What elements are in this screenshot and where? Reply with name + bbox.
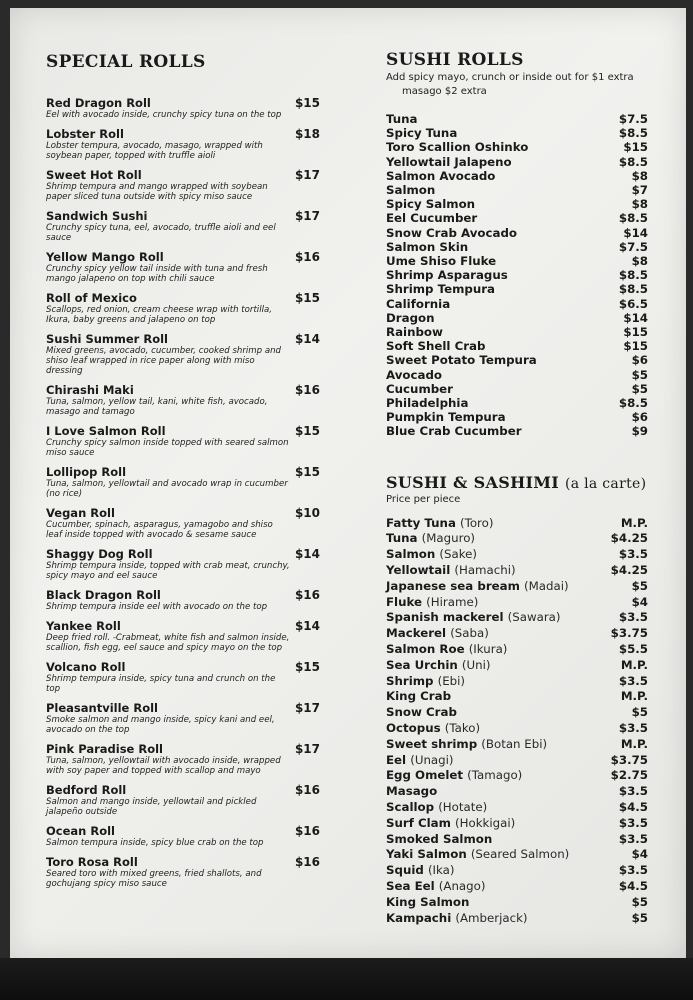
item-price: $3.5 — [618, 815, 648, 830]
item-price: $3.5 — [618, 721, 648, 736]
roll-name: Pleasantville Roll — [46, 701, 158, 715]
item-name: Salmon — [386, 183, 436, 198]
item-japanese-name: (Maguro) — [421, 531, 476, 546]
roll-name: Black Dragon Roll — [46, 588, 161, 602]
roll-name: Yankee Roll — [46, 619, 121, 633]
sashimi-item — [386, 689, 648, 705]
item-name: Scallop — [386, 800, 435, 815]
special-roll-item — [46, 291, 326, 325]
roll-description: Shrimp tempura inside, spicy tuna and crunch on the top — [46, 674, 276, 694]
sashimi-item — [386, 610, 648, 626]
item-name: Fluke — [386, 594, 423, 609]
item-japanese-name: (Hokkigai) — [455, 815, 516, 830]
roll-description: Smoke salmon and mango inside, spicy kani and eel, avocado on the top — [46, 715, 275, 735]
item-price: $4 — [631, 594, 648, 609]
special-roll-item — [46, 547, 326, 581]
item-price: $4.25 — [610, 531, 648, 546]
roll-price: $14 — [294, 332, 320, 346]
sashimi-item — [386, 832, 648, 848]
item-name: Spanish mackerel — [386, 610, 504, 625]
roll-description: Tuna, salmon, yellowtail with avocado inside, wrapped with soy paper and topped with scallop and mayo — [46, 756, 281, 776]
item-price: $6 — [631, 353, 648, 368]
item-name: California — [386, 296, 451, 311]
item-price: $5 — [631, 894, 648, 909]
sushi-roll-item — [386, 197, 648, 211]
sashimi-item — [386, 563, 648, 579]
roll-name: Shaggy Dog Roll — [46, 547, 153, 561]
item-price: $9 — [631, 424, 648, 439]
item-label — [386, 768, 522, 784]
item-name: Eel — [386, 752, 407, 767]
item-name: Snow Crab — [386, 705, 457, 720]
item-name: Toro Scallion Oshinko — [386, 140, 529, 155]
item-price: M.P. — [620, 515, 648, 530]
roll-description: Scallops, red onion, cream cheese wrap with tortilla, Ikura, baby greens and jalapeno on top — [46, 305, 272, 325]
sushi-roll-item — [386, 155, 648, 169]
roll-price: $16 — [294, 824, 320, 838]
special-rolls-section — [46, 52, 326, 896]
sashimi-title — [386, 473, 648, 492]
item-price: $14 — [623, 310, 648, 325]
item-price: $15 — [623, 140, 648, 155]
special-roll-item — [46, 424, 326, 458]
item-name: Snow Crab Avocado — [386, 225, 517, 240]
item-price: $8.5 — [618, 396, 648, 411]
item-price: $8.5 — [618, 282, 648, 297]
item-label — [386, 531, 475, 547]
special-roll-item — [46, 332, 326, 376]
special-roll-item — [46, 701, 326, 735]
item-name: Spicy Tuna — [386, 126, 458, 141]
roll-name: Yellow Mango Roll — [46, 250, 164, 264]
special-roll-item — [46, 660, 326, 694]
item-label — [386, 847, 569, 863]
roll-description: Cucumber, spinach, asparagus, yamagobo and shiso leaf inside topped with avocado & sesame sauce — [46, 520, 273, 540]
item-japanese-name: (Saba) — [450, 626, 489, 641]
roll-description: Lobster tempura, avocado, masago, wrapped with soybean paper, topped with truffle aioli — [46, 141, 263, 161]
item-price: $7.5 — [618, 112, 648, 126]
sushi-roll-item — [386, 382, 648, 396]
item-price: $15 — [623, 339, 648, 354]
menu-binder-edge — [0, 958, 693, 1000]
roll-price: $15 — [294, 96, 320, 110]
item-japanese-name: (Tako) — [444, 721, 481, 736]
roll-price: $15 — [294, 291, 320, 305]
item-name: Sweet Potato Tempura — [386, 353, 537, 368]
sashimi-item — [386, 579, 648, 595]
item-japanese-name: (Ikura) — [468, 642, 508, 657]
roll-description: Eel with avocado inside, crunchy spicy tuna on the top — [46, 110, 282, 120]
roll-price: $17 — [294, 168, 320, 182]
sushi-roll-item — [386, 353, 648, 367]
special-roll-item — [46, 209, 326, 243]
item-name: Sea Eel — [386, 879, 435, 893]
item-label — [386, 832, 492, 848]
item-name: Sea Urchin — [386, 657, 458, 672]
item-name: Sweet shrimp — [386, 736, 478, 751]
item-japanese-name: (Hamachi) — [454, 563, 516, 578]
item-price: $3.75 — [610, 752, 648, 767]
item-name: Tuna — [386, 531, 418, 546]
roll-price: $15 — [294, 660, 320, 674]
item-price: $5.5 — [618, 642, 648, 657]
item-price: $5 — [631, 705, 648, 720]
item-price: $5 — [631, 910, 648, 925]
item-name: Squid — [386, 863, 424, 878]
sashimi-item — [386, 547, 648, 563]
roll-price: $10 — [294, 506, 320, 520]
item-price: $5 — [631, 367, 648, 382]
item-name: Rainbow — [386, 325, 443, 340]
item-label — [386, 705, 457, 721]
roll-description: Shrimp tempura inside, topped with crab meat, crunchy, spicy mayo and eel sauce — [46, 561, 290, 581]
item-name: Cucumber — [386, 381, 454, 396]
roll-name: Lobster Roll — [46, 127, 124, 141]
item-price: $15 — [623, 325, 648, 340]
item-label — [386, 753, 454, 769]
roll-name: Vegan Roll — [46, 506, 115, 520]
item-price: $6.5 — [618, 296, 648, 311]
sashimi-item — [386, 863, 648, 879]
item-name: Spicy Salmon — [386, 197, 476, 212]
item-price: $3.75 — [610, 626, 648, 641]
item-price: $3.5 — [618, 831, 648, 846]
roll-price: $17 — [294, 701, 320, 715]
roll-name: Ocean Roll — [46, 824, 115, 838]
item-label — [386, 689, 451, 705]
special-rolls-title: SPECIAL ROLLS — [46, 52, 206, 72]
roll-name: Pink Paradise Roll — [46, 742, 163, 756]
sashimi-item — [386, 753, 648, 769]
roll-price: $15 — [294, 424, 320, 438]
item-japanese-name: (Seared Salmon) — [470, 847, 570, 862]
item-price: $7 — [631, 183, 648, 198]
roll-price: $17 — [294, 742, 320, 756]
item-price: $3.5 — [618, 784, 648, 799]
item-name: Salmon Avocado — [386, 168, 496, 183]
sashimi-item — [386, 626, 648, 642]
item-price: $3.5 — [618, 547, 648, 562]
item-name: Salmon — [386, 547, 436, 562]
special-roll-item — [46, 783, 326, 817]
item-japanese-name: (Ika) — [427, 863, 455, 878]
special-roll-item — [46, 506, 326, 540]
item-price: $8 — [631, 168, 648, 183]
item-name: Shrimp — [386, 673, 434, 688]
sashimi-item — [386, 879, 648, 895]
special-roll-item — [46, 824, 326, 848]
sushi-roll-item — [386, 126, 648, 140]
roll-description: Crunchy spicy yellow tail inside with tuna and fresh mango jalapeno on top with chili sauce — [46, 264, 268, 284]
roll-price: $18 — [294, 127, 320, 141]
sushi-roll-item — [386, 410, 648, 424]
item-name: Yellowtail — [386, 563, 451, 578]
item-label — [386, 895, 469, 911]
sashimi-title-sub: (a la carte) — [564, 475, 647, 492]
roll-name: Volcano Roll — [46, 660, 126, 674]
item-price: $3.5 — [618, 673, 648, 688]
sashimi-list — [386, 516, 648, 927]
item-name: Yaki Salmon — [386, 847, 467, 862]
roll-name: I Love Salmon Roll — [46, 424, 166, 438]
item-name: Egg Omelet — [386, 768, 464, 783]
item-name: Surf Clam — [386, 815, 451, 830]
item-label — [386, 626, 489, 642]
roll-price: $16 — [294, 250, 320, 264]
item-name: Japanese sea bream — [386, 578, 520, 593]
item-japanese-name: (Sake) — [439, 547, 477, 562]
item-japanese-name: (Amberjack) — [455, 910, 528, 925]
sushi-roll-item — [386, 396, 648, 410]
item-name: Soft Shell Crab — [386, 339, 486, 354]
sushi-roll-item — [386, 325, 648, 339]
item-price: $3.5 — [618, 863, 648, 878]
special-roll-item — [46, 168, 326, 202]
sushi-roll-item — [386, 282, 648, 296]
sushi-roll-item — [386, 140, 648, 154]
item-label — [386, 816, 515, 832]
sushi-roll-item — [386, 254, 648, 268]
item-price: M.P. — [620, 736, 648, 751]
sushi-roll-item — [386, 297, 648, 311]
item-japanese-name: (Anago) — [438, 879, 486, 893]
item-name: Yellowtail Jalapeno — [386, 154, 512, 169]
sushi-roll-item — [386, 211, 648, 225]
item-japanese-name: (Uni) — [461, 657, 491, 672]
item-name: Octopus — [386, 721, 441, 736]
sashimi-item — [386, 705, 648, 721]
item-name: Kampachi — [386, 910, 452, 925]
item-name: Pumpkin Tempura — [386, 410, 506, 425]
item-japanese-name: (Unagi) — [410, 752, 454, 767]
item-price: $4 — [631, 847, 648, 862]
sushi-roll-item — [386, 424, 648, 438]
item-name: Philadelphia — [386, 396, 469, 411]
item-price: M.P. — [620, 689, 648, 704]
item-price: $8.5 — [618, 268, 648, 283]
sashimi-note: Price per piece — [386, 493, 461, 505]
item-price: $8.5 — [618, 126, 648, 141]
roll-description: Salmon and mango inside, yellowtail and pickled jalapeño outside — [46, 797, 257, 817]
item-name: Ume Shiso Fluke — [386, 254, 497, 269]
item-label — [386, 911, 528, 927]
roll-name: Sweet Hot Roll — [46, 168, 142, 182]
sashimi-item — [386, 595, 648, 611]
item-price: $5 — [631, 381, 648, 396]
item-japanese-name: (Sawara) — [507, 610, 561, 625]
item-label — [386, 674, 465, 690]
item-japanese-name: (Botan Ebi) — [481, 736, 548, 751]
special-roll-item — [46, 96, 326, 120]
special-roll-item — [46, 250, 326, 284]
special-roll-item — [46, 855, 326, 889]
sushi-rolls-title: SUSHI ROLLS — [386, 50, 524, 70]
special-roll-item — [46, 465, 326, 499]
item-name: Avocado — [386, 367, 443, 382]
roll-description: Crunchy spicy tuna, eel, avocado, truffle aioli and eel sauce — [46, 223, 276, 243]
roll-name: Lollipop Roll — [46, 465, 127, 479]
sashimi-item — [386, 642, 648, 658]
item-name: Dragon — [386, 310, 435, 325]
special-roll-item — [46, 588, 326, 612]
special-roll-item — [46, 619, 326, 653]
menu-page — [10, 8, 686, 958]
roll-name: Bedford Roll — [46, 783, 127, 797]
item-price: $8 — [631, 197, 648, 212]
roll-price: $16 — [294, 783, 320, 797]
item-price: $4.5 — [618, 800, 648, 815]
item-label — [386, 563, 516, 579]
sushi-roll-item — [386, 311, 648, 325]
item-japanese-name: (Madai) — [524, 578, 569, 593]
sushi-roll-item — [386, 368, 648, 382]
roll-price: $16 — [294, 588, 320, 602]
sashimi-item — [386, 911, 648, 927]
roll-description: Salmon tempura inside, spicy blue crab on the top — [46, 838, 264, 848]
item-price: $8.5 — [618, 211, 648, 226]
sushi-roll-item — [386, 112, 648, 126]
item-name: Masago — [386, 784, 438, 799]
roll-description: Mixed greens, avocado, cucumber, cooked shrimp and shiso leaf wrapped in rice paper along with miso dressing — [46, 346, 282, 376]
item-price: $8 — [631, 254, 648, 269]
sushi-rolls-list — [386, 112, 648, 439]
sashimi-item — [386, 816, 648, 832]
special-rolls-list — [46, 96, 326, 889]
item-name: Eel Cucumber — [386, 211, 478, 226]
special-roll-item — [46, 742, 326, 776]
sashimi-item — [386, 784, 648, 800]
item-japanese-name: (Ebi) — [437, 673, 466, 688]
sashimi-item — [386, 800, 648, 816]
roll-name: Red Dragon Roll — [46, 96, 151, 110]
roll-name: Toro Rosa Roll — [46, 855, 138, 869]
roll-price: $17 — [294, 209, 320, 223]
item-name: King Crab — [386, 689, 452, 704]
roll-name: Roll of Mexico — [46, 291, 137, 305]
sashimi-section — [386, 473, 648, 927]
roll-price: $15 — [294, 465, 320, 479]
item-name: Tuna — [386, 112, 418, 126]
item-label — [386, 879, 485, 895]
sashimi-item — [386, 721, 648, 737]
roll-price: $14 — [294, 547, 320, 561]
item-label — [386, 579, 569, 595]
sashimi-item — [386, 768, 648, 784]
sushi-roll-item — [386, 183, 648, 197]
roll-description: Tuna, salmon, yellowtail and avocado wrap in cucumber (no rice) — [46, 479, 288, 499]
item-label — [386, 800, 487, 816]
sushi-roll-item — [386, 339, 648, 353]
item-japanese-name: (Toro) — [460, 515, 494, 530]
special-roll-item — [46, 383, 326, 417]
sashimi-item — [386, 531, 648, 547]
sushi-roll-item — [386, 240, 648, 254]
item-price: $4.5 — [618, 879, 648, 893]
item-japanese-name: (Tamago) — [467, 768, 523, 783]
sushi-rolls-note: Add spicy mayo, crunch or inside out for $1 extra — [386, 72, 634, 83]
item-label — [386, 863, 454, 879]
roll-description: Deep fried roll. -Crabmeat, white fish and salmon inside, scallion, fish egg, eel sauce and spicy mayo on the top — [46, 633, 290, 653]
special-roll-item — [46, 127, 326, 161]
item-name: Fatty Tuna — [386, 515, 456, 530]
sashimi-item — [386, 847, 648, 863]
item-price: $5 — [631, 578, 648, 593]
item-price: $7.5 — [618, 239, 648, 254]
roll-description: Shrimp tempura and mango wrapped with soybean paper sliced tuna outside with spicy miso sauce — [46, 182, 268, 202]
item-name: Shrimp Tempura — [386, 282, 495, 297]
roll-description: Seared toro with mixed greens, fried shallots, and gochujang spicy miso sauce — [46, 869, 262, 889]
item-label — [386, 610, 561, 626]
roll-price: $14 — [294, 619, 320, 633]
sashimi-title-main: SUSHI & SASHIMI — [386, 472, 560, 492]
item-price: $6 — [631, 410, 648, 425]
item-name: Mackerel — [386, 626, 447, 641]
item-label — [386, 642, 507, 658]
item-label — [386, 737, 547, 753]
sushi-roll-item — [386, 268, 648, 282]
sashimi-item — [386, 737, 648, 753]
roll-description: Crunchy spicy salmon inside topped with seared salmon miso sauce — [46, 438, 289, 458]
item-name: King Salmon — [386, 894, 470, 909]
item-price: $4.25 — [610, 563, 648, 578]
item-price: M.P. — [620, 657, 648, 672]
item-price: $8.5 — [618, 154, 648, 169]
item-japanese-name: (Hotate) — [438, 800, 488, 815]
roll-price: $16 — [294, 383, 320, 397]
sashimi-item — [386, 658, 648, 674]
item-label — [386, 595, 478, 611]
sushi-roll-item — [386, 226, 648, 240]
roll-name: Sandwich Sushi — [46, 209, 148, 223]
sashimi-item — [386, 895, 648, 911]
sushi-rolls-section — [386, 50, 648, 926]
sashimi-item — [386, 674, 648, 690]
item-price: $3.5 — [618, 610, 648, 625]
sushi-rolls-note-masago: masago $2 extra — [402, 86, 487, 97]
item-name: Salmon Skin — [386, 239, 469, 254]
item-label — [386, 547, 477, 563]
roll-name: Sushi Summer Roll — [46, 332, 168, 346]
item-name: Blue Crab Cucumber — [386, 424, 522, 439]
item-price: $2.75 — [610, 768, 648, 783]
sashimi-item — [386, 516, 648, 532]
item-price: $14 — [623, 225, 648, 240]
roll-name: Chirashi Maki — [46, 383, 134, 397]
item-label — [386, 658, 491, 674]
item-name: Smoked Salmon — [386, 831, 493, 846]
item-name: Shrimp Asparagus — [386, 268, 508, 283]
roll-description: Tuna, salmon, yellow tail, kani, white fish, avocado, masago and tamago — [46, 397, 268, 417]
item-label — [386, 516, 493, 532]
item-japanese-name: (Hirame) — [426, 594, 479, 609]
sushi-roll-item — [386, 169, 648, 183]
roll-description: Shrimp tempura inside eel with avocado on the top — [46, 602, 268, 612]
item-name: Salmon Roe — [386, 642, 465, 657]
item-label — [386, 784, 437, 800]
item-label — [386, 721, 480, 737]
roll-price: $16 — [294, 855, 320, 869]
